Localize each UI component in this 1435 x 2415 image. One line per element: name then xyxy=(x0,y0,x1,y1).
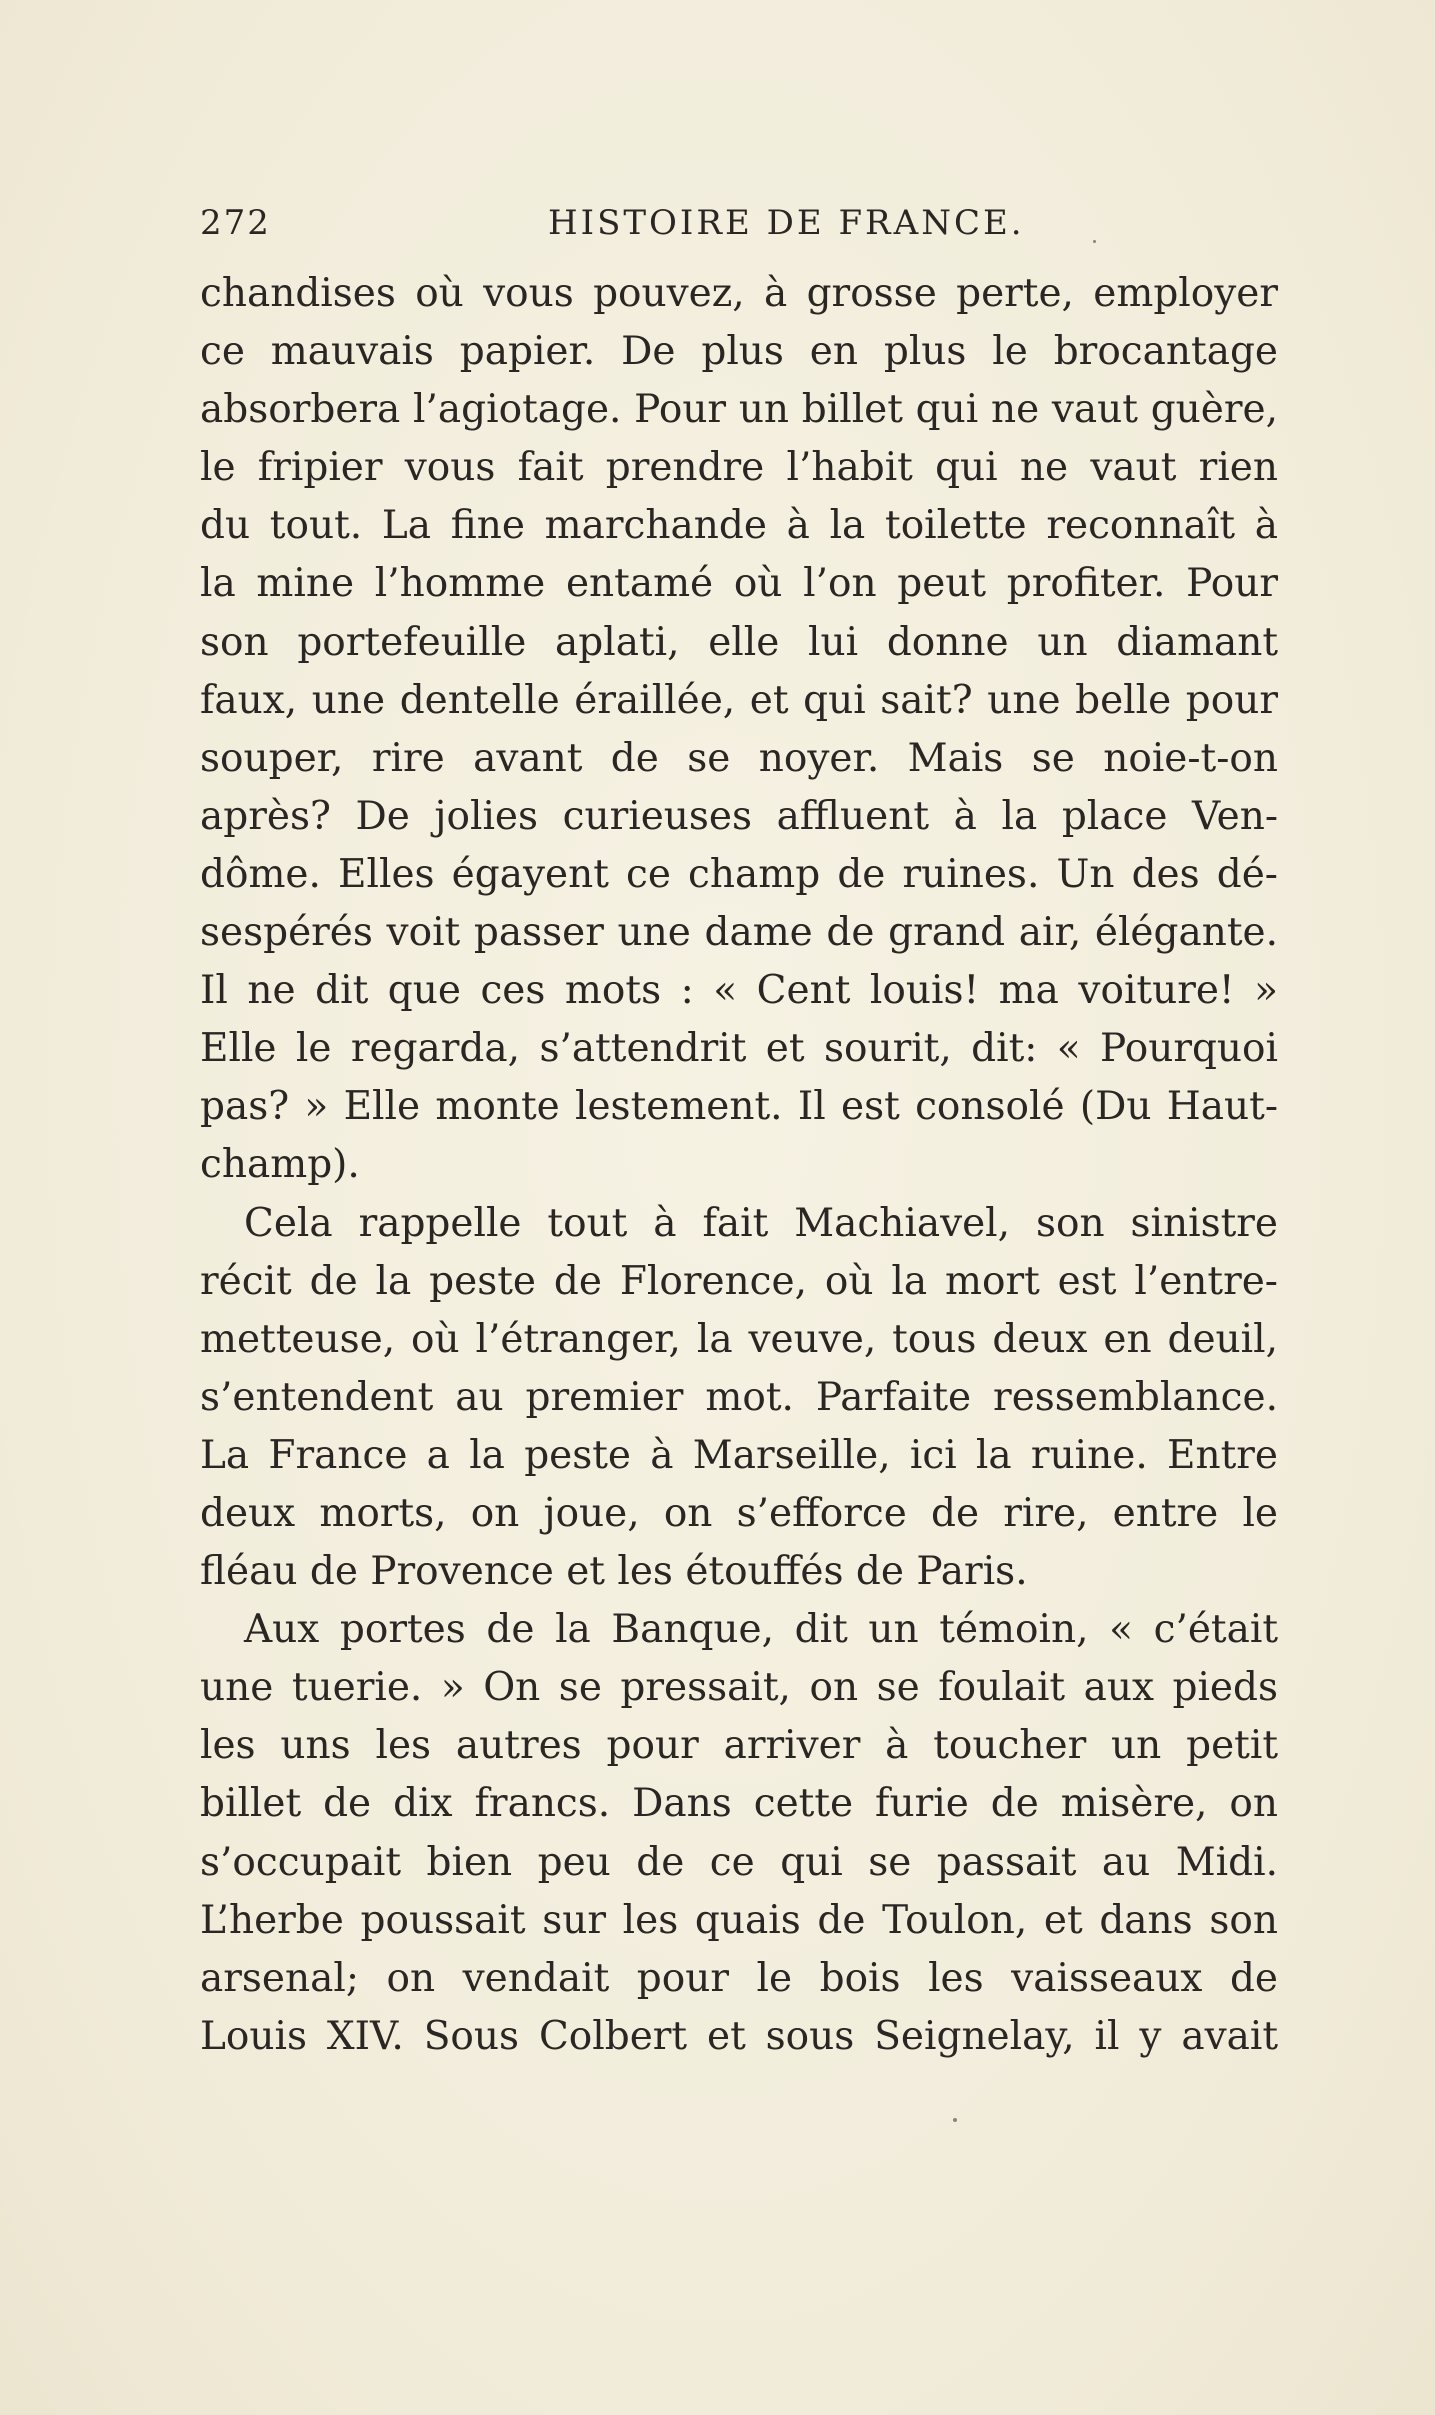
running-title: HISTOIRE DE FRANCE. xyxy=(548,203,1025,243)
text-line: pas? » Elle monte lestement. Il est consolé (Du Haut- xyxy=(200,1084,1278,1130)
paragraph-start-line: Cela rappelle tout à fait Machiavel, son sinistre xyxy=(244,1200,1278,1246)
text-line: absorbera l’agiotage. Pour un billet qui ne vaut guère, xyxy=(200,387,1278,433)
page-header xyxy=(200,203,1278,249)
text-line: Elle le regarda, s’attendrit et sourit, dit: « Pourquoi xyxy=(200,1026,1278,1072)
text-line: sespérés voit passer une dame de grand air, élégante. xyxy=(200,910,1278,956)
text-line: arsenal; on vendait pour le bois les vaisseaux de xyxy=(200,1955,1278,2001)
text-line: La France a la peste à Marseille, ici la ruine. Entre xyxy=(200,1432,1278,1478)
text-line: du tout. La fine marchande à la toilette reconnaît à xyxy=(200,503,1278,549)
text-line: Louis XIV. Sous Colbert et sous Seignelay, il y avait xyxy=(200,2013,1278,2059)
text-line: metteuse, où l’étranger, la veuve, tous deux en deuil, xyxy=(200,1316,1278,1362)
text-line: s’occupait bien peu de ce qui se passait au Midi. xyxy=(200,1839,1278,1885)
text-line: la mine l’homme entamé où l’on peut profiter. Pour xyxy=(200,561,1278,607)
text-line: les uns les autres pour arriver à toucher un petit xyxy=(200,1723,1278,1769)
text-line: L’herbe poussait sur les quais de Toulon, et dans son xyxy=(200,1897,1278,1943)
text-line: deux morts, on joue, on s’efforce de rire, entre le xyxy=(200,1490,1278,1536)
text-line: une tuerie. » On se pressait, on se foulait aux pieds xyxy=(200,1665,1278,1711)
text-line: chandises où vous pouvez, à grosse perte, employer xyxy=(200,271,1278,316)
paragraph-end-line: champ). xyxy=(200,1142,360,1188)
paper-speck xyxy=(953,2118,957,2122)
text-line: après? De jolies curieuses affluent à la place Ven- xyxy=(200,793,1278,839)
text-line: ce mauvais papier. De plus en plus le brocantage xyxy=(200,329,1278,375)
text-line: le fripier vous fait prendre l’habit qui ne vaut rien xyxy=(200,445,1278,491)
text-line: son portefeuille aplati, elle lui donne un diamant xyxy=(200,619,1278,665)
text-line: souper, rire avant de se noyer. Mais se noie-t-on xyxy=(200,735,1278,781)
text-line: dôme. Elles égayent ce champ de ruines. Un des dé- xyxy=(200,851,1278,897)
text-line: récit de la peste de Florence, où la mort est l’entre- xyxy=(200,1258,1278,1304)
text-line: faux, une dentelle éraillée, et qui sait? une belle pour xyxy=(200,677,1278,723)
paragraph-end-line: fléau de Provence et les étouffés de Paris. xyxy=(200,1549,1028,1595)
text-line: Il ne dit que ces mots : « Cent louis! ma voiture! » xyxy=(200,968,1278,1014)
text-line: s’entendent au premier mot. Parfaite ressemblance. xyxy=(200,1374,1278,1420)
page-number: 272 xyxy=(200,203,271,243)
body-text xyxy=(200,265,1278,2066)
paragraph-start-line: Aux portes de la Banque, dit un témoin, « c’était xyxy=(244,1607,1278,1653)
text-line: billet de dix francs. Dans cette furie de misère, on xyxy=(200,1781,1278,1827)
paper-speck xyxy=(1093,240,1096,243)
